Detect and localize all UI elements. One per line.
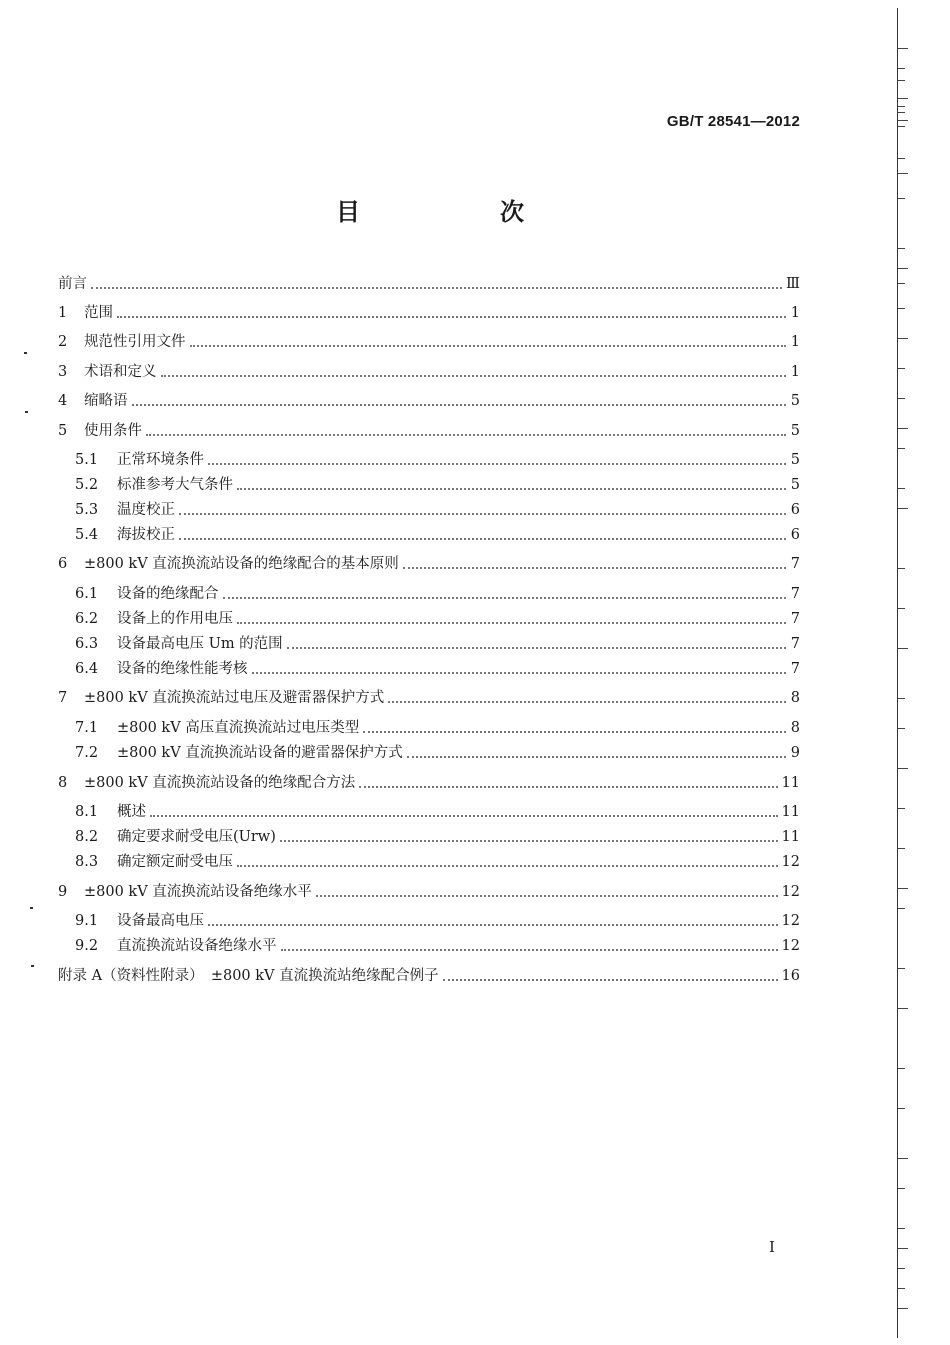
toc-leader-dots <box>280 839 778 842</box>
scan-speck <box>24 352 27 354</box>
toc-entry-number: 8.3 <box>75 854 99 870</box>
toc-leader-dots <box>359 785 777 788</box>
toc-entry-label: 确定额定耐受电压 <box>117 854 233 870</box>
toc-entry-page: 7 <box>790 611 800 627</box>
toc-entry-number: 6 <box>58 556 68 572</box>
binding-tick <box>898 98 908 99</box>
toc-entry-page: 7 <box>790 556 800 572</box>
toc-leader-dots <box>443 978 778 981</box>
toc-entry[interactable] <box>75 583 800 605</box>
binding-tick <box>898 68 905 69</box>
binding-tick <box>898 1288 905 1289</box>
toc-entry-number: 3 <box>58 364 68 380</box>
toc-leader-dots <box>208 923 778 926</box>
toc-leader-dots <box>190 344 787 347</box>
binding-tick <box>898 120 908 121</box>
toc-entry-number: 6.4 <box>75 661 99 677</box>
toc-entry-number: 4 <box>58 393 68 409</box>
toc-leader-dots <box>132 403 787 406</box>
toc-leader-dots <box>363 730 786 733</box>
toc-entry[interactable] <box>75 449 800 471</box>
binding-tick <box>898 248 905 249</box>
toc-entry-number: 2 <box>58 334 68 350</box>
toc-entry-page: 11 <box>781 804 800 820</box>
toc-entry[interactable] <box>75 717 800 739</box>
toc-entry[interactable] <box>75 658 800 680</box>
binding-tick <box>898 768 908 769</box>
toc-entry[interactable] <box>75 474 800 496</box>
binding-tick <box>898 488 905 489</box>
toc-entry-number: 5.1 <box>75 452 99 468</box>
binding-tick <box>898 728 905 729</box>
binding-tick <box>898 508 908 509</box>
binding-tick <box>898 126 905 127</box>
toc-entry-label: 设备的绝缘性能考核 <box>117 661 248 677</box>
toc-entry-page: 16 <box>781 968 800 984</box>
toc-entry-number: 6.1 <box>75 586 99 602</box>
binding-tick <box>898 1108 905 1109</box>
toc-entry[interactable] <box>58 772 800 794</box>
toc-entry-page: 8 <box>790 690 800 706</box>
toc-entry-page: 1 <box>790 364 800 380</box>
toc-entry-page: 12 <box>781 938 800 954</box>
toc-entry-number: 8.2 <box>75 829 99 845</box>
toc-leader-dots <box>150 814 778 817</box>
toc-entry-page: 1 <box>790 334 800 350</box>
toc-entry-number: 9.2 <box>75 938 99 954</box>
toc-entry-number: 9 <box>58 884 68 900</box>
binding-tick <box>898 888 908 889</box>
toc-leader-dots <box>179 537 786 540</box>
toc-entry-page: 6 <box>790 502 800 518</box>
toc-entry-number: 8 <box>58 775 68 791</box>
toc-entry-label: 设备最高电压 Um 的范围 <box>117 636 283 652</box>
binding-tick <box>898 198 905 199</box>
toc-entry-page: 7 <box>790 661 800 677</box>
scan-speck <box>31 965 34 967</box>
toc-entry-page: 6 <box>790 527 800 543</box>
binding-tick <box>898 338 908 339</box>
binding-tick <box>898 908 905 909</box>
toc-entry-label: 缩略语 <box>84 393 128 409</box>
toc-entry[interactable] <box>75 910 800 932</box>
toc-leader-dots <box>208 462 786 465</box>
toc-entry-label: 直流换流站设备绝缘水平 <box>117 938 277 954</box>
binding-tick <box>898 398 905 399</box>
toc-entry[interactable] <box>58 390 800 412</box>
toc-entry-number: 5.4 <box>75 527 99 543</box>
toc-entry-page: 7 <box>790 586 800 602</box>
toc-leader-dots <box>161 374 787 377</box>
toc-entry[interactable] <box>58 361 800 383</box>
toc-entry-page: Ⅲ <box>786 276 800 292</box>
toc-entry[interactable] <box>75 851 800 873</box>
toc-entry[interactable] <box>58 881 800 903</box>
binding-tick <box>898 808 905 809</box>
binding-tick <box>898 1068 905 1069</box>
toc-entry-label: ±800 kV 直流换流站设备的绝缘配合方法 <box>84 775 356 791</box>
toc-entry-number: 8.1 <box>75 804 99 820</box>
toc-entry-label: 术语和定义 <box>84 364 157 380</box>
binding-tick <box>898 1248 908 1249</box>
toc-entry-page: 7 <box>790 636 800 652</box>
toc-leader-dots <box>281 948 778 951</box>
page-number: I <box>769 1238 775 1256</box>
toc-leader-dots <box>287 646 786 649</box>
toc-entry[interactable] <box>58 302 800 324</box>
binding-tick <box>898 448 905 449</box>
toc-entry-number: 5.2 <box>75 477 99 493</box>
binding-tick <box>898 308 905 309</box>
scan-speck <box>30 907 33 909</box>
standard-code: GB/T 28541—2012 <box>666 113 800 130</box>
toc-entry-page: 12 <box>781 854 800 870</box>
toc-leader-dots <box>146 433 786 436</box>
binding-tick <box>898 1008 908 1009</box>
binding-tick <box>898 283 905 284</box>
toc-leader-dots <box>223 596 787 599</box>
toc-entry[interactable] <box>58 273 800 295</box>
toc-entry[interactable] <box>58 331 800 353</box>
toc-entry-page: 5 <box>790 452 800 468</box>
toc-entry-label: 概述 <box>117 804 146 820</box>
binding-tick <box>898 48 908 49</box>
toc-entry-label: 附录 A（资料性附录） ±800 kV 直流换流站绝缘配合例子 <box>58 968 439 984</box>
toc-leader-dots <box>91 286 782 289</box>
binding-tick <box>898 80 905 81</box>
toc-entry-number: 9.1 <box>75 913 99 929</box>
toc-entry-page: 8 <box>790 720 800 736</box>
toc-entry-number: 7.2 <box>75 745 99 761</box>
toc-entry-page: 12 <box>781 884 800 900</box>
binding-tick <box>898 648 908 649</box>
toc-entry-label: 标准参考大气条件 <box>117 477 233 493</box>
binding-tick <box>898 173 908 174</box>
toc-entry-number: 1 <box>58 305 68 321</box>
toc-entry[interactable] <box>58 965 800 987</box>
binding-tick <box>898 158 905 159</box>
toc-entry-page: 12 <box>781 913 800 929</box>
toc-entry-page: 5 <box>790 423 800 439</box>
binding-tick <box>898 1268 905 1269</box>
toc-entry-label: 正常环境条件 <box>117 452 204 468</box>
toc-entry-number: 5.3 <box>75 502 99 518</box>
toc-entry-label: 规范性引用文件 <box>84 334 186 350</box>
toc-entry-number: 6.2 <box>75 611 99 627</box>
toc-leader-dots <box>237 621 786 624</box>
toc-leader-dots <box>179 512 786 515</box>
toc-leader-dots <box>403 566 786 569</box>
binding-tick <box>898 848 905 849</box>
toc-entry-label: 范围 <box>84 305 113 321</box>
toc-entry-number: 6.3 <box>75 636 99 652</box>
toc-entry[interactable] <box>75 499 800 521</box>
toc-entry-number: 5 <box>58 423 68 439</box>
binding-tick <box>898 112 905 113</box>
binding-tick <box>898 368 905 369</box>
toc-entry[interactable] <box>75 801 800 823</box>
binding-tick <box>898 1228 905 1229</box>
binding-tick <box>898 106 905 107</box>
toc-entry-number: 7.1 <box>75 720 99 736</box>
binding-tick <box>898 698 905 699</box>
toc-entry[interactable] <box>58 553 800 575</box>
toc-entry-label: 设备的绝缘配合 <box>117 586 219 602</box>
toc-entry-label: ±800 kV 高压直流换流站过电压类型 <box>117 720 360 736</box>
toc-entry[interactable] <box>75 524 800 546</box>
toc-entry[interactable] <box>75 742 800 764</box>
binding-tick <box>898 1188 905 1189</box>
toc-entry-page: 5 <box>790 477 800 493</box>
toc-leader-dots <box>388 700 786 703</box>
toc-entry-page: 9 <box>790 745 800 761</box>
toc-entry-label: 设备上的作用电压 <box>117 611 233 627</box>
toc-entry-label: 确定要求耐受电压(Urw) <box>117 829 276 845</box>
toc-leader-dots <box>117 315 786 318</box>
binding-tick <box>898 968 905 969</box>
toc-entry-label: 前言 <box>58 276 87 292</box>
page-title: 目 次 <box>336 197 582 226</box>
toc-entry-label: ±800 kV 直流换流站设备的避雷器保护方式 <box>117 745 403 761</box>
toc-entry-label: 使用条件 <box>84 423 142 439</box>
toc-entry-number: 7 <box>58 690 68 706</box>
binding-tick <box>898 1308 908 1309</box>
toc-entry-label: ±800 kV 直流换流站设备绝缘水平 <box>84 884 312 900</box>
binding-tick <box>898 268 908 269</box>
toc-leader-dots <box>237 864 778 867</box>
binding-tick <box>898 608 905 609</box>
toc-leader-dots <box>237 487 786 490</box>
toc-entry-label: 设备最高电压 <box>117 913 204 929</box>
scan-speck <box>25 411 28 413</box>
binding-tick <box>898 568 905 569</box>
binding-tick <box>898 428 908 429</box>
toc-leader-dots <box>316 894 778 897</box>
binding-edge <box>897 8 912 1338</box>
toc-entry-page: 11 <box>781 829 800 845</box>
toc-entry[interactable] <box>75 935 800 957</box>
toc-entry-label: 温度校正 <box>117 502 175 518</box>
toc-entry-label: 海拔校正 <box>117 527 175 543</box>
toc-entry-page: 5 <box>790 393 800 409</box>
toc-leader-dots <box>407 755 786 758</box>
binding-tick <box>898 1158 908 1159</box>
toc-entry[interactable] <box>75 608 800 630</box>
toc-entry[interactable] <box>75 633 800 655</box>
toc-leader-dots <box>252 671 787 674</box>
toc-entry-label: ±800 kV 直流换流站过电压及避雷器保护方式 <box>84 690 385 706</box>
toc-entry[interactable] <box>58 687 800 709</box>
toc-entry-page: 1 <box>790 305 800 321</box>
toc-entry[interactable] <box>75 826 800 848</box>
toc-entry-page: 11 <box>781 775 800 791</box>
toc-entry[interactable] <box>58 420 800 442</box>
toc-entry-label: ±800 kV 直流换流站设备的绝缘配合的基本原则 <box>84 556 399 572</box>
